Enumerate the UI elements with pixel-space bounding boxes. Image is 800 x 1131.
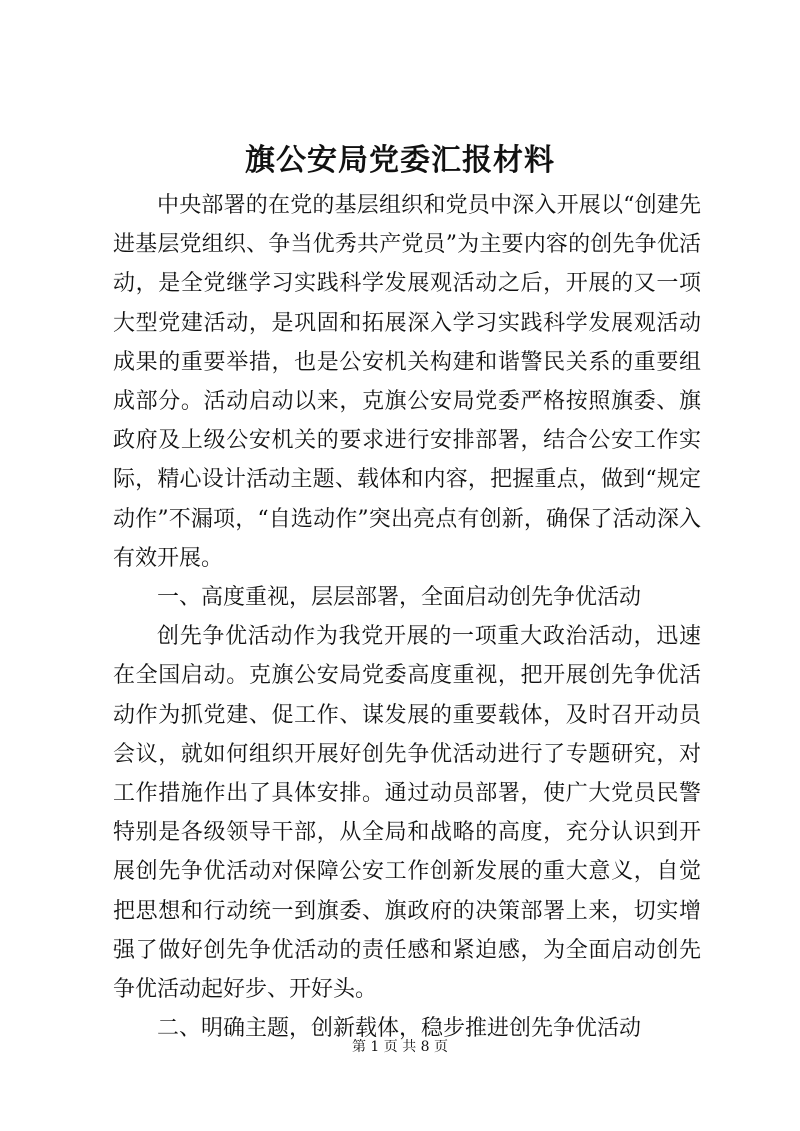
- section-1-paragraph: 创先争优活动作为我党开展的一项重大政治活动，迅速在全国启动。克旗公安局党委高度重视，把开展创先争优活动作为抓党建、促工作、谋发展的重要载体，及时召开动员会议，就如何组织开展好创先争优活动进行了专题研究，对工作措施作出了具体安排。通过动员部署，使广大党员民警特别是各级领导干部，从全局和战略的高度，充分认识到开展创先争优活动对保障公安工作创新发展的重大意义，自觉把思想和行动统一到旗委、旗政府的决策部署上来，切实增强了做好创先争优活动的责任感和紧迫感，为全面启动创先争优活动起好步、开好头。: [113, 624, 701, 1003]
- section-heading-1: 一、高度重视，层层部署，全面启动创先争优活动: [157, 585, 642, 611]
- section-heading-2: 二、明确主题，创新载体，稳步推进创先争优活动: [157, 1016, 642, 1042]
- page-number-footer: 第 1 页 共 8 页: [351, 1039, 449, 1055]
- document-title: 旗公安局党委汇报材料: [245, 143, 555, 178]
- document-body: [113, 186, 701, 1048]
- intro-paragraph: 中央部署的在党的基层组织和党员中深入开展以“创建先进基层党组织、争当优秀共产党员”为主要内容的创先争优活动，是全党继学习实践科学发展观活动之后，开展的又一项大型党建活动，是巩固和拓展深入学习实践科学发展观活动成果的重要举措，也是公安机关构建和谐警民关系的重要组成部分。活动启动以来，克旗公安局党委严格按照旗委、旗政府及上级公安机关的要求进行安排部署，结合公安工作实际，精心设计活动主题、载体和内容，把握重点，做到“规定动作”不漏项，“自选动作”突出亮点有创新，确保了活动深入有效开展。: [113, 193, 701, 571]
